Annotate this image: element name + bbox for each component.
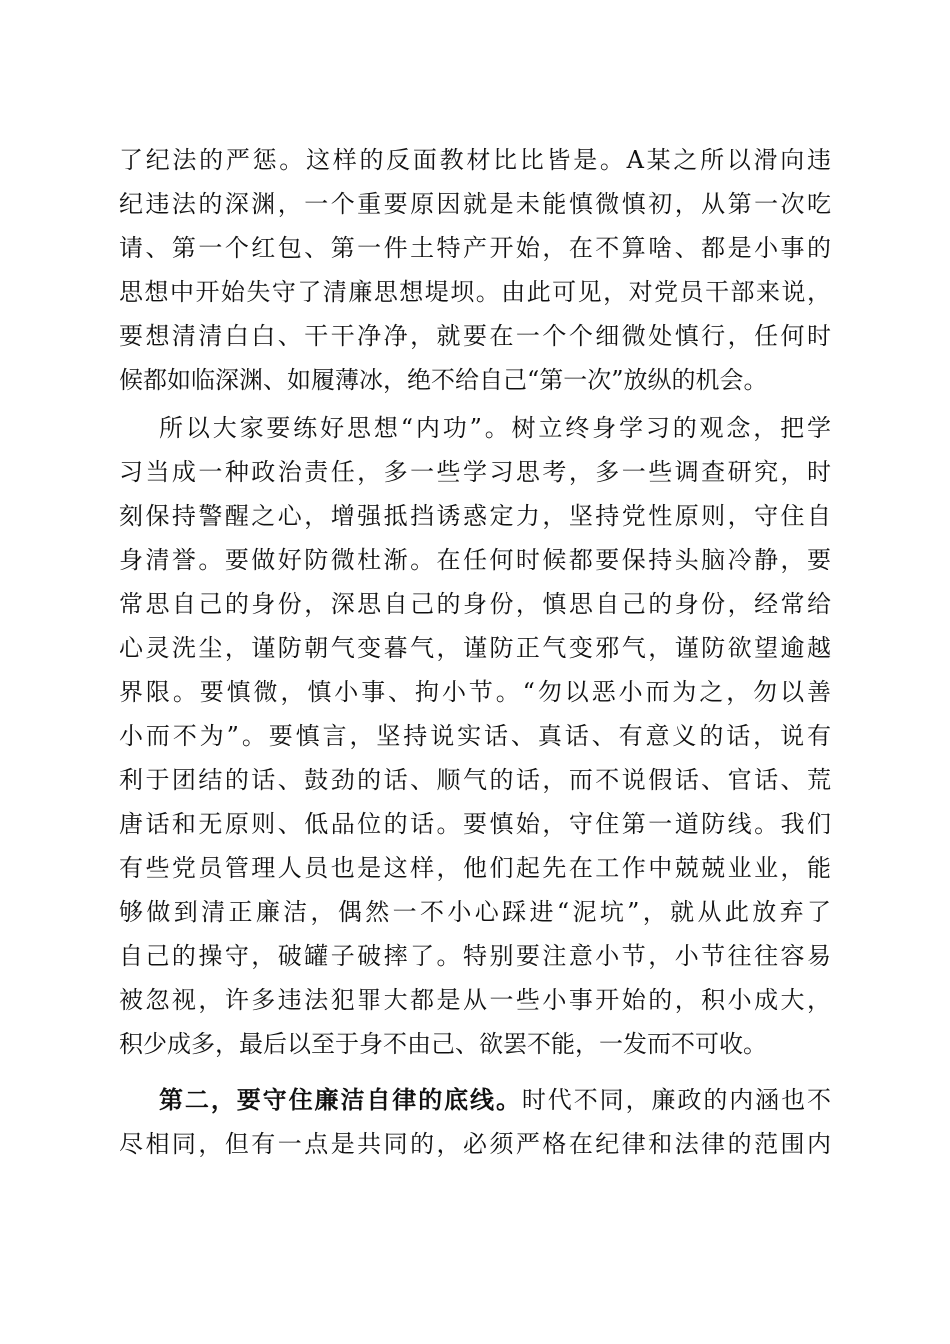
text-line: 了纪法的严惩。这样的反面教材比比皆是。A某之所以滑向违 [119,146,831,174]
text-line: 常思自己的身份，深思自己的身份，慎思自己的身份，经常给 [119,590,831,618]
text-line: 自己的操守，破罐子破摔了。特别要注意小节，小节往往容易 [119,942,831,970]
text-line: 习当成一种政治责任，多一些学习思考，多一些调查研究，时 [119,458,831,486]
text-line-indented [159,1078,831,1122]
text-line: 纪违法的深渊，一个重要原因就是未能慎微慎初，从第一次吃 [119,190,831,218]
text-line: 利于团结的话、鼓劲的话、顺气的话，而不说假话、官话、荒 [119,766,831,794]
text-line: 够做到清正廉洁，偶然一不小心踩进“泥坑”，就从此放弃了 [119,898,831,926]
text-line: 有些党员管理人员也是这样，他们起先在工作中兢兢业业，能 [119,854,831,882]
text-line: 心灵洗尘，谨防朝气变暮气，谨防正气变邪气，谨防欲望逾越 [119,634,831,662]
text-line: 刻保持警醒之心，增强抵挡诱惑定力，坚持党性原则，守住自 [119,502,831,530]
text-line: 请、第一个红包、第一件土特产开始，在不算啥、都是小事的 [119,234,831,262]
text-run: 时代不同，廉政的内涵也不 [521,1086,831,1114]
text-line: 积少成多，最后以至于身不由己、欲罢不能，一发而不可收。 [119,1030,767,1058]
text-line: 身清誉。要做好防微杜渐。在任何时候都要保持头脑冷静，要 [119,546,831,574]
text-line: 界限。要慎微，慎小事、拘小节。“勿以恶小而为之，勿以善 [119,678,831,706]
text-line: 小而不为”。要慎言，坚持说实话、真话、有意义的话，说有 [119,722,831,750]
text-line: 候都如临深渊、如履薄冰，绝不给自己“第一次”放纵的机会。 [119,366,768,394]
text-line: 思想中开始失守了清廉思想堤坝。由此可见，对党员干部来说， [119,278,831,306]
text-line-indented: 所以大家要练好思想“内功”。树立终身学习的观念，把学 [159,414,831,442]
text-line: 被忽视，许多违法犯罪大都是从一些小事开始的，积小成大， [119,986,831,1014]
text-line: 尽相同，但有一点是共同的，必须严格在纪律和法律的范围内 [119,1130,831,1158]
text-line: 唐话和无原则、低品位的话。要慎始，守住第一道防线。我们 [119,810,831,838]
section-heading-lead: 第二，要守住廉洁自律的底线。 [159,1085,522,1114]
text-line: 要想清清白白、干干净净，就要在一个个细微处慎行，任何时 [119,322,831,350]
